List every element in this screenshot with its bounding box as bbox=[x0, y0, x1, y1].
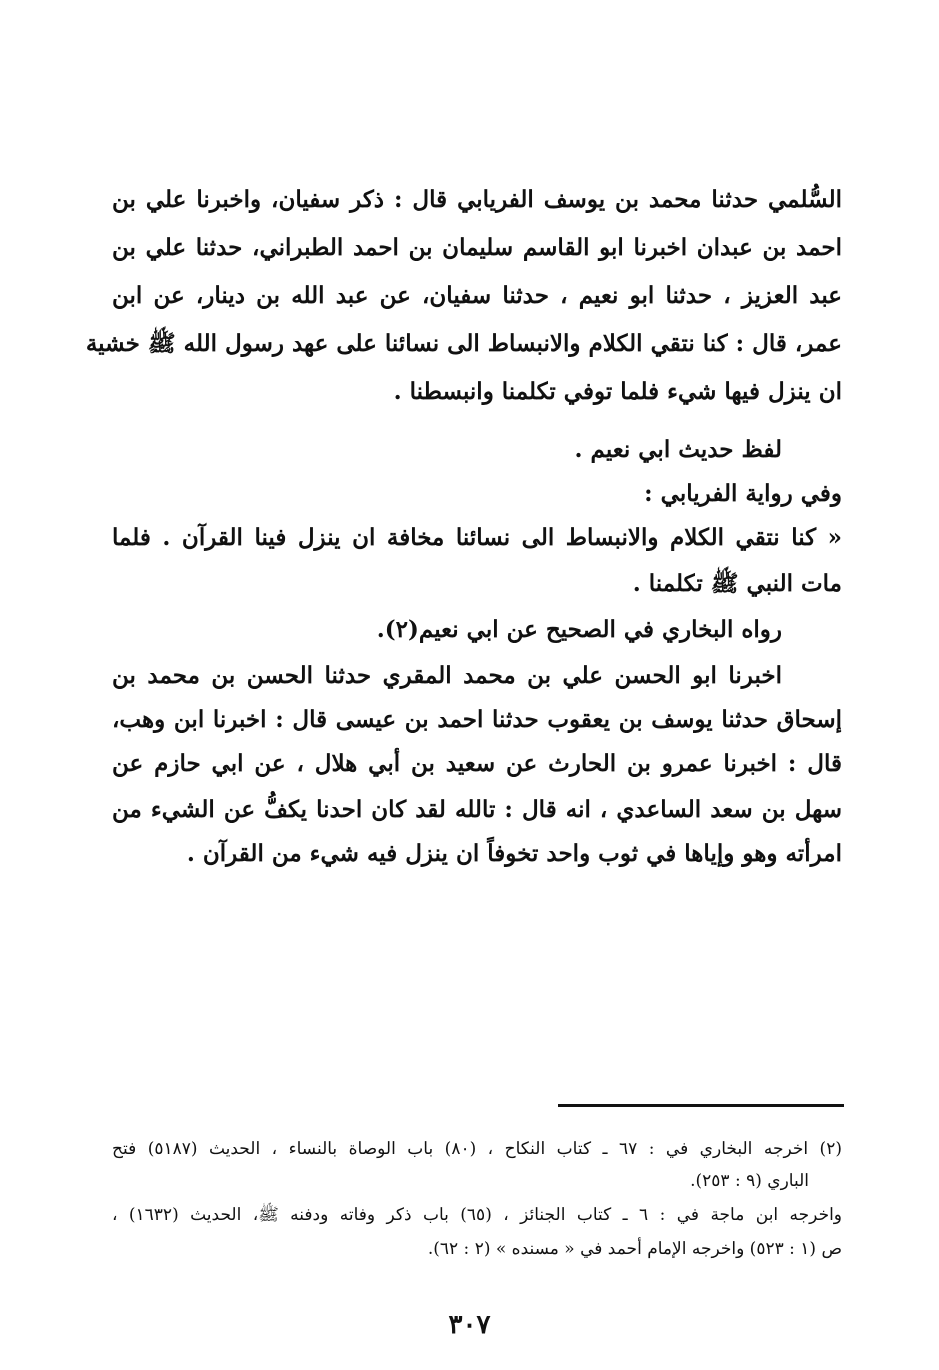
text-line: السُّلمي حدثنا محمد بن يوسف الفريابي قال : ذكر سفيان، واخبرنا علي بن bbox=[112, 186, 842, 213]
text-line: وفي رواية الفريابي : bbox=[644, 480, 842, 507]
text-line: لفظ حديث ابي نعيم . bbox=[574, 436, 782, 463]
text-line: إسحاق حدثنا يوسف بن يعقوب حدثنا احمد بن عيسى قال : اخبرنا ابن وهب، bbox=[112, 706, 842, 733]
text-line: « كنا نتقي الكلام والانبساط الى نسائنا مخافة ان ينزل فينا القرآن . فلما bbox=[112, 524, 842, 551]
text-line: امرأته وهو وإياها في ثوب واحد تخوفاً ان ينزل فيه شيء من القرآن . bbox=[186, 840, 842, 867]
text-line: ان ينزل فيها شيء فلما توفي تكلمنا وانبسطنا . bbox=[393, 378, 842, 405]
footnote-line: (٢) اخرجه البخاري في : ٦٧ ـ كتاب النكاح ، (٨٠) باب الوصاة بالنساء ، الحديث (٥١٨٧) فتح bbox=[112, 1139, 842, 1159]
text-line: احمد بن عبدان اخبرنا ابو القاسم سليمان بن احمد الطبراني، حدثنا علي بن bbox=[112, 234, 842, 261]
text-line: مات النبي ﷺ تكلمنا . bbox=[632, 570, 842, 597]
text-line: عمر، قال : كنا نتقي الكلام والانبساط الى نسائنا على عهد رسول الله ﷺ خشية bbox=[85, 330, 842, 357]
text-line: سهل بن سعد الساعدي ، انه قال : تالله لقد كان احدنا يكفُّ عن الشيء من bbox=[112, 796, 842, 823]
text-line: قال : اخبرنا عمرو بن الحارث عن سعيد بن أبي هلال ، عن ابي حازم عن bbox=[112, 750, 842, 777]
footnote-separator bbox=[558, 1104, 844, 1107]
text-line: عبد العزيز ، حدثنا ابو نعيم ، حدثنا سفيان، عن عبد الله بن دينار، عن ابن bbox=[112, 282, 842, 309]
text-line: اخبرنا ابو الحسن علي بن محمد المقري حدثنا الحسن بن محمد بن bbox=[112, 662, 782, 689]
page-number: ٣٠٧ bbox=[448, 1310, 491, 1340]
footnote-line: واخرجه ابن ماجة في : ٦ ـ كتاب الجنائز ، (٦٥) باب ذكر وفاته ودفنه ﷺ، الحديث (١٦٣٢) ، bbox=[112, 1205, 843, 1225]
footnote-line: الباري (٩ : ٢٥٣). bbox=[690, 1171, 809, 1191]
footnote-line: ص (١ : ٥٢٣) واخرجه الإمام أحمد في « مسنده » (٢ : ٦٢). bbox=[427, 1239, 842, 1259]
text-line: رواه البخاري في الصحيح عن ابي نعيم(٢). bbox=[376, 616, 782, 643]
